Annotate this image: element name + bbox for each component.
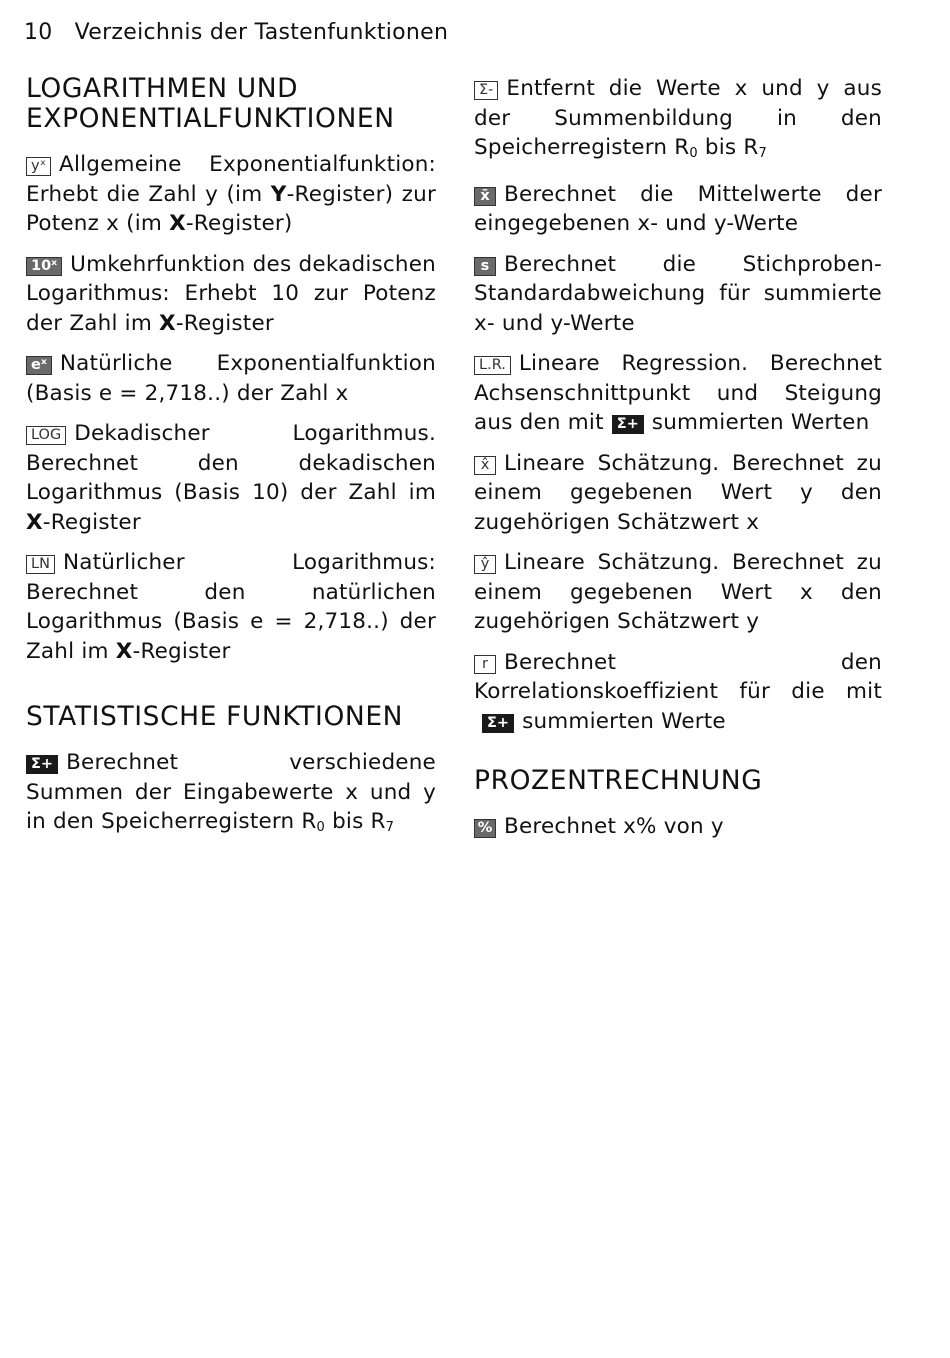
- key-percent-icon: %: [474, 819, 496, 838]
- key-log-icon: LOG: [26, 426, 66, 445]
- entry-text: Berechnet die Stichproben-Standardabweichung für summierte x- und y-Werte: [474, 251, 882, 336]
- subscript: 0: [316, 820, 326, 835]
- entry-text: Lineare Schätzung. Berechnet zu einem gegebenen Wert y den zugehörigen Schätzwert x: [474, 450, 882, 535]
- entry-text: bis R: [325, 809, 386, 834]
- key-ln-icon: LN: [26, 555, 55, 574]
- entry-text: -Register: [132, 638, 231, 664]
- section-title-statistics: STATISTISCHE FUNKTIONEN: [26, 701, 404, 732]
- subscript: 7: [385, 820, 395, 835]
- entry-text: Berechnet die Mittelwerte der eingegebenen x- und y-Werte: [474, 181, 882, 236]
- page-header: [24, 20, 448, 45]
- entry-text: summierten Werten: [651, 410, 870, 435]
- entry-lr: [474, 349, 882, 438]
- entry-text: Lineare Schätzung. Berechnet zu einem gegebenen Wert x den zugehörigen Schätzwert y: [474, 550, 882, 634]
- register-x: X: [169, 211, 186, 236]
- subscript: 0: [689, 146, 698, 161]
- key-sigma-plus-icon: Σ+: [26, 755, 58, 774]
- entry-text: -Register) zur Potenz x (im: [26, 181, 436, 236]
- key-xhat-icon: x̂: [474, 456, 496, 475]
- entry-text: -Register: [175, 310, 274, 336]
- entry-text: Berechnet verschiedene Summen der Eingabewerte x und y in den Speicherregistern R: [26, 750, 436, 834]
- entry-text: Entfernt die Werte x und y aus der Summenbildung in den Speicherregistern R: [474, 76, 882, 160]
- entry-xbar: [474, 180, 882, 239]
- register-y: Y: [270, 181, 287, 207]
- entry-sigma-minus: [474, 74, 882, 169]
- page-number: 10: [24, 20, 53, 45]
- register-x: X: [159, 310, 176, 336]
- entry-text: Allgemeine Exponentialfunktion: Erhebt die Zahl y (im: [26, 152, 436, 207]
- entry-r: [474, 648, 882, 737]
- key-yx-icon: yˣ: [26, 157, 51, 176]
- entry-text: Natürlicher Logarithmus: Berechnet den natürlichen Logarithmus (Basis e = 2,718..) der Zahl im: [26, 550, 436, 664]
- section-title-logarithms: LOGARITHMEN UND EXPONENTIALFUNKTIONEN: [26, 73, 395, 134]
- entry-percent: [474, 812, 882, 842]
- key-10x-icon: 10ˣ: [26, 257, 62, 276]
- key-sigma-plus-icon: Σ+: [482, 714, 514, 733]
- right-column: [474, 74, 882, 853]
- register-x: X: [115, 638, 133, 664]
- page-title: Verzeichnis der Tastenfunktionen: [74, 20, 449, 45]
- entry-text: -Register: [42, 509, 141, 535]
- key-yhat-icon: ŷ: [474, 555, 496, 574]
- key-s-icon: s: [474, 257, 496, 276]
- entry-10x: [26, 250, 436, 339]
- key-r-icon: r: [474, 655, 496, 674]
- entry-text: bis R: [697, 135, 759, 160]
- entry-text: Umkehrfunktion des dekadischen Logarithmus: Erhebt 10 zur Potenz der Zahl im: [26, 251, 436, 336]
- entry-ex: [26, 349, 436, 408]
- entry-xhat: [474, 449, 882, 538]
- entry-text: Lineare Regression. Berechnet Achsenschnittpunkt und Steigung aus den mit: [474, 351, 882, 435]
- subscript: 7: [758, 146, 767, 161]
- entry-ln: [26, 548, 436, 666]
- entry-text: Berechnet x% von y: [504, 814, 724, 839]
- key-sigma-plus-icon: Σ+: [612, 415, 644, 434]
- entry-text: -Register): [185, 211, 293, 236]
- entry-text: Natürliche Exponentialfunktion (Basis e = 2,718..) der Zahl x: [26, 351, 436, 406]
- entry-text: summierten Werte: [522, 708, 726, 734]
- entry-text: Dekadischer Logarithmus. Berechnet den dekadischen Logarithmus (Basis 10) der Zahl im: [26, 421, 436, 505]
- section-title-percent: PROZENTRECHNUNG: [474, 765, 763, 796]
- key-sigma-minus-icon: Σ-: [474, 81, 498, 100]
- entry-s: [474, 250, 882, 339]
- key-xbar-icon: x̄: [474, 187, 496, 206]
- register-x: X: [26, 509, 43, 535]
- key-ex-icon: eˣ: [26, 356, 52, 375]
- entry-sigma-plus: [26, 748, 436, 843]
- entry-log: [26, 419, 436, 537]
- key-lr-icon: L.R.: [474, 356, 511, 375]
- entry-text: Berechnet den Korrelationskoeffizient für die mit: [474, 649, 882, 704]
- left-column: [26, 74, 436, 854]
- entry-yhat: [474, 548, 882, 637]
- entry-yx: [26, 150, 436, 239]
